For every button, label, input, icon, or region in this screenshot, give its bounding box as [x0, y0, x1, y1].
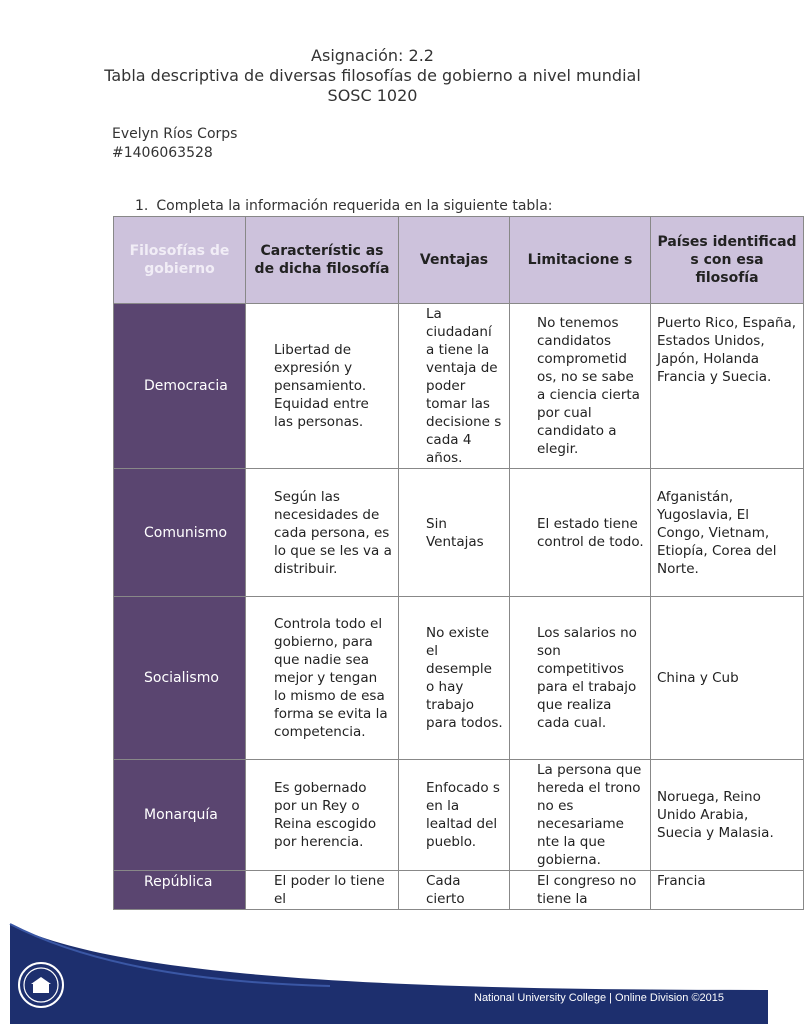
- column-header: Ventajas: [399, 217, 510, 304]
- table-cell: La ciudadaní a tiene la ventaja de poder tomar las decisione s cada 4 años.: [399, 304, 510, 469]
- table-cell: Libertad de expresión y pensamiento. Equidad entre las personas.: [246, 304, 399, 469]
- assignment-title: Asignación: 2.2: [311, 46, 434, 65]
- row-label: Socialismo: [114, 597, 246, 760]
- table-cell: El poder lo tiene el: [246, 871, 399, 910]
- table-cell: La persona que hereda el trono no es necesariame nte la que gobierna.: [510, 760, 651, 871]
- row-label: Comunismo: [114, 469, 246, 597]
- table-row: [114, 760, 804, 871]
- author-name: Evelyn Ríos Corps: [112, 126, 238, 142]
- table-cell: No existe el desemple o hay trabajo para todos.: [399, 597, 510, 760]
- table-cell: El congreso no tiene la: [510, 871, 651, 910]
- table-cell: Sin Ventajas: [399, 469, 510, 597]
- table-header-row: [114, 217, 804, 304]
- table-cell: Afganistán, Yugoslavia, El Congo, Vietnam, Etiopía, Corea del Norte.: [651, 469, 804, 597]
- table-row: [114, 597, 804, 760]
- seal-emblem-icon: [20, 964, 62, 1006]
- table-cell: Es gobernado por un Rey o Reina escogido por herencia.: [246, 760, 399, 871]
- column-header: Característic as de dicha filosofía: [246, 217, 399, 304]
- row-label: Monarquía: [114, 760, 246, 871]
- table-cell: Según las necesidades de cada persona, es lo que se les va a distribuir.: [246, 469, 399, 597]
- table-cell: Puerto Rico, España, Estados Unidos, Japón, Holanda Francia y Suecia.: [651, 304, 804, 469]
- footer-text: National University College | Online Division ©2015: [474, 992, 725, 1004]
- table-cell: No tenemos candidatos comprometid os, no se sabe a ciencia cierta por cual candidato a elegir.: [510, 304, 651, 469]
- column-header: Limitacione s: [510, 217, 651, 304]
- table-cell: Los salarios no son competitivos para el trabajo que realiza cada cual.: [510, 597, 651, 760]
- document-subtitle: Tabla descriptiva de diversas filosofías de gobierno a nivel mundial: [104, 66, 641, 85]
- column-header: Filosofías de gobierno: [114, 217, 246, 304]
- table-cell: Noruega, Reino Unido Arabia, Suecia y Malasia.: [651, 760, 804, 871]
- row-label: Democracia: [114, 304, 246, 469]
- table-row: [114, 469, 804, 597]
- student-id: #1406063528: [112, 145, 213, 161]
- author-block: [112, 125, 237, 163]
- footer-wave: [10, 924, 768, 1024]
- column-header: Países identificad s con esa filosofía: [651, 217, 804, 304]
- table-cell: China y Cub: [651, 597, 804, 760]
- instruction-number: 1.: [135, 198, 149, 214]
- instruction-item: [135, 198, 553, 214]
- course-code: SOSC 1020: [327, 86, 418, 105]
- footer-banner: [0, 920, 768, 1024]
- table-cell: Cada cierto: [399, 871, 510, 910]
- table-cell: El estado tiene control de todo.: [510, 469, 651, 597]
- row-label: República: [114, 871, 246, 910]
- table-cell: Controla todo el gobierno, para que nadie sea mejor y tengan lo mismo de esa forma se evita la competencia.: [246, 597, 399, 760]
- document-header: [0, 46, 745, 106]
- instruction-text: Completa la información requerida en la siguiente tabla:: [156, 198, 553, 214]
- college-seal-icon: [18, 962, 64, 1008]
- table-row: [114, 871, 804, 910]
- table-cell: Francia: [651, 871, 804, 910]
- table-row: [114, 304, 804, 469]
- table-cell: Enfocado s en la lealtad del pueblo.: [399, 760, 510, 871]
- philosophies-table: [113, 216, 804, 910]
